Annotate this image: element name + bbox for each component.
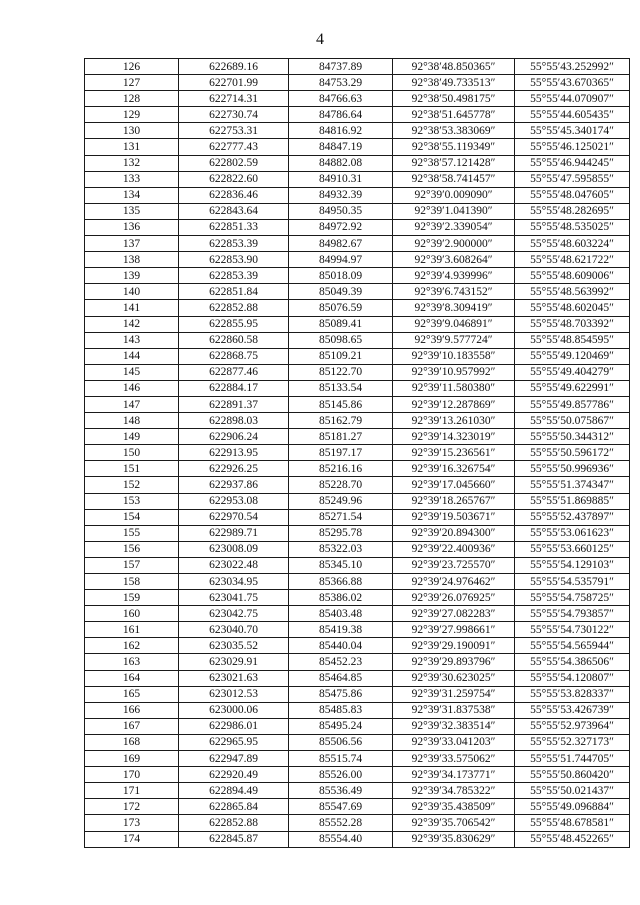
point-number-cell: 135 <box>85 203 179 219</box>
y-coordinate-cell: 85076.59 <box>289 300 393 316</box>
point-number-cell: 126 <box>85 59 179 75</box>
latitude-cell: 55°55′48.609006″ <box>515 268 630 284</box>
x-coordinate-cell: 623021.63 <box>179 670 289 686</box>
latitude-cell: 55°55′54.129103″ <box>515 557 630 573</box>
point-number-cell: 159 <box>85 590 179 606</box>
point-number-cell: 155 <box>85 525 179 541</box>
y-coordinate-cell: 85547.69 <box>289 799 393 815</box>
point-number-cell: 167 <box>85 718 179 734</box>
table-row <box>85 396 630 412</box>
table-row <box>85 203 630 219</box>
table-row <box>85 107 630 123</box>
x-coordinate-cell: 622853.39 <box>179 236 289 252</box>
y-coordinate-cell: 85345.10 <box>289 557 393 573</box>
table-row <box>85 718 630 734</box>
latitude-cell: 55°55′48.282695″ <box>515 203 630 219</box>
x-coordinate-cell: 623012.53 <box>179 686 289 702</box>
point-number-cell: 162 <box>85 638 179 654</box>
longitude-cell: 92°38′58.741457″ <box>393 171 515 187</box>
y-coordinate-cell: 85109.21 <box>289 348 393 364</box>
table-row <box>85 171 630 187</box>
x-coordinate-cell: 622851.33 <box>179 219 289 235</box>
x-coordinate-cell: 622877.46 <box>179 364 289 380</box>
x-coordinate-cell: 622701.99 <box>179 75 289 91</box>
y-coordinate-cell: 85197.17 <box>289 445 393 461</box>
point-number-cell: 141 <box>85 300 179 316</box>
y-coordinate-cell: 84982.67 <box>289 236 393 252</box>
table-row <box>85 783 630 799</box>
point-number-cell: 140 <box>85 284 179 300</box>
point-number-cell: 164 <box>85 670 179 686</box>
point-number-cell: 172 <box>85 799 179 815</box>
latitude-cell: 55°55′48.535025″ <box>515 219 630 235</box>
y-coordinate-cell: 84816.92 <box>289 123 393 139</box>
latitude-cell: 55°55′44.070907″ <box>515 91 630 107</box>
latitude-cell: 55°55′54.535791″ <box>515 574 630 590</box>
longitude-cell: 92°39′3.608264″ <box>393 252 515 268</box>
latitude-cell: 55°55′48.603224″ <box>515 236 630 252</box>
latitude-cell: 55°55′49.404279″ <box>515 364 630 380</box>
point-number-cell: 149 <box>85 429 179 445</box>
point-number-cell: 146 <box>85 380 179 396</box>
y-coordinate-cell: 85464.85 <box>289 670 393 686</box>
y-coordinate-cell: 85552.28 <box>289 815 393 831</box>
point-number-cell: 127 <box>85 75 179 91</box>
longitude-cell: 92°39′1.041390″ <box>393 203 515 219</box>
point-number-cell: 169 <box>85 751 179 767</box>
latitude-cell: 55°55′50.996936″ <box>515 461 630 477</box>
point-number-cell: 143 <box>85 332 179 348</box>
latitude-cell: 55°55′53.426739″ <box>515 702 630 718</box>
x-coordinate-cell: 622891.37 <box>179 396 289 412</box>
table-row <box>85 187 630 203</box>
longitude-cell: 92°38′53.383069″ <box>393 123 515 139</box>
point-number-cell: 166 <box>85 702 179 718</box>
latitude-cell: 55°55′54.386506″ <box>515 654 630 670</box>
point-number-cell: 133 <box>85 171 179 187</box>
y-coordinate-cell: 85181.27 <box>289 429 393 445</box>
point-number-cell: 161 <box>85 622 179 638</box>
y-coordinate-cell: 85506.56 <box>289 734 393 750</box>
table-row <box>85 702 630 718</box>
table-row <box>85 493 630 509</box>
point-number-cell: 156 <box>85 541 179 557</box>
x-coordinate-cell: 622953.08 <box>179 493 289 509</box>
longitude-cell: 92°39′24.976462″ <box>393 574 515 590</box>
y-coordinate-cell: 85322.03 <box>289 541 393 557</box>
longitude-cell: 92°39′26.076925″ <box>393 590 515 606</box>
latitude-cell: 55°55′45.340174″ <box>515 123 630 139</box>
table-row <box>85 590 630 606</box>
longitude-cell: 92°39′4.939996″ <box>393 268 515 284</box>
longitude-cell: 92°39′18.265767″ <box>393 493 515 509</box>
longitude-cell: 92°38′50.498175″ <box>393 91 515 107</box>
point-number-cell: 138 <box>85 252 179 268</box>
x-coordinate-cell: 622853.39 <box>179 268 289 284</box>
x-coordinate-cell: 622730.74 <box>179 107 289 123</box>
x-coordinate-cell: 622947.89 <box>179 751 289 767</box>
x-coordinate-cell: 622926.25 <box>179 461 289 477</box>
table-row <box>85 284 630 300</box>
table-row <box>85 525 630 541</box>
y-coordinate-cell: 84932.39 <box>289 187 393 203</box>
point-number-cell: 132 <box>85 155 179 171</box>
point-number-cell: 168 <box>85 734 179 750</box>
longitude-cell: 92°39′6.743152″ <box>393 284 515 300</box>
longitude-cell: 92°39′30.623025″ <box>393 670 515 686</box>
point-number-cell: 145 <box>85 364 179 380</box>
point-number-cell: 152 <box>85 477 179 493</box>
x-coordinate-cell: 622898.03 <box>179 413 289 429</box>
y-coordinate-cell: 85162.79 <box>289 413 393 429</box>
latitude-cell: 55°55′52.327173″ <box>515 734 630 750</box>
y-coordinate-cell: 85526.00 <box>289 767 393 783</box>
longitude-cell: 92°38′57.121428″ <box>393 155 515 171</box>
longitude-cell: 92°39′10.183558″ <box>393 348 515 364</box>
y-coordinate-cell: 85122.70 <box>289 364 393 380</box>
y-coordinate-cell: 85419.38 <box>289 622 393 638</box>
longitude-cell: 92°39′29.893796″ <box>393 654 515 670</box>
point-number-cell: 139 <box>85 268 179 284</box>
longitude-cell: 92°38′48.850365″ <box>393 59 515 75</box>
point-number-cell: 153 <box>85 493 179 509</box>
y-coordinate-cell: 85515.74 <box>289 751 393 767</box>
latitude-cell: 55°55′46.944245″ <box>515 155 630 171</box>
table-row <box>85 509 630 525</box>
longitude-cell: 92°39′15.236561″ <box>393 445 515 461</box>
x-coordinate-cell: 622855.95 <box>179 316 289 332</box>
point-number-cell: 134 <box>85 187 179 203</box>
x-coordinate-cell: 622920.49 <box>179 767 289 783</box>
table-row <box>85 670 630 686</box>
latitude-cell: 55°55′50.344312″ <box>515 429 630 445</box>
point-number-cell: 128 <box>85 91 179 107</box>
latitude-cell: 55°55′50.021437″ <box>515 783 630 799</box>
point-number-cell: 150 <box>85 445 179 461</box>
point-number-cell: 142 <box>85 316 179 332</box>
table-row <box>85 91 630 107</box>
y-coordinate-cell: 85536.49 <box>289 783 393 799</box>
x-coordinate-cell: 622884.17 <box>179 380 289 396</box>
longitude-cell: 92°39′34.785322″ <box>393 783 515 799</box>
table-row <box>85 477 630 493</box>
longitude-cell: 92°38′51.645778″ <box>393 107 515 123</box>
longitude-cell: 92°39′13.261030″ <box>393 413 515 429</box>
latitude-cell: 55°55′48.854595″ <box>515 332 630 348</box>
longitude-cell: 92°39′16.326754″ <box>393 461 515 477</box>
point-number-cell: 129 <box>85 107 179 123</box>
longitude-cell: 92°39′35.438509″ <box>393 799 515 815</box>
x-coordinate-cell: 622865.84 <box>179 799 289 815</box>
table-row <box>85 123 630 139</box>
table-row <box>85 348 630 364</box>
latitude-cell: 55°55′48.047605″ <box>515 187 630 203</box>
point-number-cell: 163 <box>85 654 179 670</box>
longitude-cell: 92°39′33.575062″ <box>393 751 515 767</box>
longitude-cell: 92°39′34.173771″ <box>393 767 515 783</box>
table-row <box>85 574 630 590</box>
x-coordinate-cell: 622843.64 <box>179 203 289 219</box>
table-row <box>85 252 630 268</box>
table-row <box>85 799 630 815</box>
x-coordinate-cell: 623029.91 <box>179 654 289 670</box>
table-row <box>85 445 630 461</box>
table-row <box>85 364 630 380</box>
x-coordinate-cell: 622836.46 <box>179 187 289 203</box>
table-row <box>85 751 630 767</box>
y-coordinate-cell: 85366.88 <box>289 574 393 590</box>
point-number-cell: 171 <box>85 783 179 799</box>
longitude-cell: 92°39′9.577724″ <box>393 332 515 348</box>
y-coordinate-cell: 84766.63 <box>289 91 393 107</box>
point-number-cell: 147 <box>85 396 179 412</box>
x-coordinate-cell: 622753.31 <box>179 123 289 139</box>
latitude-cell: 55°55′50.075867″ <box>515 413 630 429</box>
table-row <box>85 767 630 783</box>
latitude-cell: 55°55′49.120469″ <box>515 348 630 364</box>
x-coordinate-cell: 623042.75 <box>179 606 289 622</box>
y-coordinate-cell: 85452.23 <box>289 654 393 670</box>
table-row <box>85 300 630 316</box>
y-coordinate-cell: 85271.54 <box>289 509 393 525</box>
x-coordinate-cell: 622989.71 <box>179 525 289 541</box>
table-row <box>85 316 630 332</box>
x-coordinate-cell: 622822.60 <box>179 171 289 187</box>
table-row <box>85 461 630 477</box>
latitude-cell: 55°55′52.973964″ <box>515 718 630 734</box>
x-coordinate-cell: 622868.75 <box>179 348 289 364</box>
y-coordinate-cell: 84737.89 <box>289 59 393 75</box>
latitude-cell: 55°55′48.602045″ <box>515 300 630 316</box>
y-coordinate-cell: 85228.70 <box>289 477 393 493</box>
point-number-cell: 131 <box>85 139 179 155</box>
point-number-cell: 160 <box>85 606 179 622</box>
table-row <box>85 59 630 75</box>
latitude-cell: 55°55′46.125021″ <box>515 139 630 155</box>
point-number-cell: 144 <box>85 348 179 364</box>
y-coordinate-cell: 85440.04 <box>289 638 393 654</box>
table-row <box>85 429 630 445</box>
table-row <box>85 815 630 831</box>
longitude-cell: 92°39′32.383514″ <box>393 718 515 734</box>
table-row <box>85 831 630 847</box>
x-coordinate-cell: 622965.95 <box>179 734 289 750</box>
y-coordinate-cell: 84753.29 <box>289 75 393 91</box>
table-row <box>85 155 630 171</box>
longitude-cell: 92°39′23.725570″ <box>393 557 515 573</box>
x-coordinate-cell: 623040.70 <box>179 622 289 638</box>
latitude-cell: 55°55′48.703392″ <box>515 316 630 332</box>
table-row <box>85 332 630 348</box>
x-coordinate-cell: 622853.90 <box>179 252 289 268</box>
latitude-cell: 55°55′53.061623″ <box>515 525 630 541</box>
y-coordinate-cell: 85554.40 <box>289 831 393 847</box>
point-number-cell: 165 <box>85 686 179 702</box>
x-coordinate-cell: 622860.58 <box>179 332 289 348</box>
latitude-cell: 55°55′52.437897″ <box>515 509 630 525</box>
point-number-cell: 136 <box>85 219 179 235</box>
table-row <box>85 686 630 702</box>
x-coordinate-cell: 622852.88 <box>179 815 289 831</box>
point-number-cell: 174 <box>85 831 179 847</box>
x-coordinate-cell: 622845.87 <box>179 831 289 847</box>
y-coordinate-cell: 84910.31 <box>289 171 393 187</box>
latitude-cell: 55°55′49.857786″ <box>515 396 630 412</box>
table-row <box>85 75 630 91</box>
table-row <box>85 734 630 750</box>
point-number-cell: 158 <box>85 574 179 590</box>
y-coordinate-cell: 85018.09 <box>289 268 393 284</box>
point-number-cell: 130 <box>85 123 179 139</box>
latitude-cell: 55°55′49.622991″ <box>515 380 630 396</box>
longitude-cell: 92°38′49.733513″ <box>393 75 515 91</box>
table-row <box>85 654 630 670</box>
longitude-cell: 92°39′31.259754″ <box>393 686 515 702</box>
x-coordinate-cell: 622777.43 <box>179 139 289 155</box>
table-row <box>85 541 630 557</box>
latitude-cell: 55°55′47.595855″ <box>515 171 630 187</box>
latitude-cell: 55°55′51.374347″ <box>515 477 630 493</box>
latitude-cell: 55°55′54.730122″ <box>515 622 630 638</box>
latitude-cell: 55°55′44.605435″ <box>515 107 630 123</box>
longitude-cell: 92°39′19.503671″ <box>393 509 515 525</box>
y-coordinate-cell: 85475.86 <box>289 686 393 702</box>
x-coordinate-cell: 622714.31 <box>179 91 289 107</box>
x-coordinate-cell: 622851.84 <box>179 284 289 300</box>
y-coordinate-cell: 84994.97 <box>289 252 393 268</box>
table-row <box>85 268 630 284</box>
table-row <box>85 557 630 573</box>
longitude-cell: 92°38′55.119349″ <box>393 139 515 155</box>
latitude-cell: 55°55′48.563992″ <box>515 284 630 300</box>
latitude-cell: 55°55′54.758725″ <box>515 590 630 606</box>
y-coordinate-cell: 85133.54 <box>289 380 393 396</box>
latitude-cell: 55°55′43.670365″ <box>515 75 630 91</box>
longitude-cell: 92°39′11.580380″ <box>393 380 515 396</box>
coordinates-table-body <box>85 59 630 848</box>
y-coordinate-cell: 84847.19 <box>289 139 393 155</box>
x-coordinate-cell: 622937.86 <box>179 477 289 493</box>
y-coordinate-cell: 84972.92 <box>289 219 393 235</box>
latitude-cell: 55°55′53.828337″ <box>515 686 630 702</box>
latitude-cell: 55°55′50.596172″ <box>515 445 630 461</box>
table-row <box>85 622 630 638</box>
table-row <box>85 219 630 235</box>
x-coordinate-cell: 622802.59 <box>179 155 289 171</box>
longitude-cell: 92°39′10.957992″ <box>393 364 515 380</box>
y-coordinate-cell: 85089.41 <box>289 316 393 332</box>
longitude-cell: 92°39′12.287869″ <box>393 396 515 412</box>
x-coordinate-cell: 622913.95 <box>179 445 289 461</box>
x-coordinate-cell: 623035.52 <box>179 638 289 654</box>
longitude-cell: 92°39′29.190091″ <box>393 638 515 654</box>
longitude-cell: 92°39′0.009090″ <box>393 187 515 203</box>
table-row <box>85 413 630 429</box>
point-number-cell: 148 <box>85 413 179 429</box>
x-coordinate-cell: 622986.01 <box>179 718 289 734</box>
coordinates-table <box>84 58 630 848</box>
page-number: 4 <box>316 31 324 48</box>
longitude-cell: 92°39′2.339054″ <box>393 219 515 235</box>
point-number-cell: 173 <box>85 815 179 831</box>
x-coordinate-cell: 622689.16 <box>179 59 289 75</box>
x-coordinate-cell: 622906.24 <box>179 429 289 445</box>
latitude-cell: 55°55′53.660125″ <box>515 541 630 557</box>
table-row <box>85 139 630 155</box>
table-row <box>85 380 630 396</box>
point-number-cell: 137 <box>85 236 179 252</box>
latitude-cell: 55°55′43.252992″ <box>515 59 630 75</box>
x-coordinate-cell: 622852.88 <box>179 300 289 316</box>
latitude-cell: 55°55′54.120807″ <box>515 670 630 686</box>
y-coordinate-cell: 85495.24 <box>289 718 393 734</box>
y-coordinate-cell: 85216.16 <box>289 461 393 477</box>
y-coordinate-cell: 85145.86 <box>289 396 393 412</box>
point-number-cell: 170 <box>85 767 179 783</box>
y-coordinate-cell: 85485.83 <box>289 702 393 718</box>
latitude-cell: 55°55′54.793857″ <box>515 606 630 622</box>
x-coordinate-cell: 622894.49 <box>179 783 289 799</box>
y-coordinate-cell: 85249.96 <box>289 493 393 509</box>
y-coordinate-cell: 85403.48 <box>289 606 393 622</box>
table-row <box>85 606 630 622</box>
x-coordinate-cell: 623000.06 <box>179 702 289 718</box>
longitude-cell: 92°39′20.894300″ <box>393 525 515 541</box>
latitude-cell: 55°55′50.860420″ <box>515 767 630 783</box>
longitude-cell: 92°39′14.323019″ <box>393 429 515 445</box>
x-coordinate-cell: 623041.75 <box>179 590 289 606</box>
longitude-cell: 92°39′35.830629″ <box>393 831 515 847</box>
y-coordinate-cell: 85295.78 <box>289 525 393 541</box>
y-coordinate-cell: 84950.35 <box>289 203 393 219</box>
latitude-cell: 55°55′48.452265″ <box>515 831 630 847</box>
latitude-cell: 55°55′51.744705″ <box>515 751 630 767</box>
latitude-cell: 55°55′51.869885″ <box>515 493 630 509</box>
longitude-cell: 92°39′9.046891″ <box>393 316 515 332</box>
latitude-cell: 55°55′54.565944″ <box>515 638 630 654</box>
table-row <box>85 638 630 654</box>
x-coordinate-cell: 623022.48 <box>179 557 289 573</box>
longitude-cell: 92°39′22.400936″ <box>393 541 515 557</box>
point-number-cell: 151 <box>85 461 179 477</box>
table-row <box>85 236 630 252</box>
longitude-cell: 92°39′8.309419″ <box>393 300 515 316</box>
longitude-cell: 92°39′17.045660″ <box>393 477 515 493</box>
latitude-cell: 55°55′48.678581″ <box>515 815 630 831</box>
latitude-cell: 55°55′48.621722″ <box>515 252 630 268</box>
y-coordinate-cell: 84786.64 <box>289 107 393 123</box>
x-coordinate-cell: 623034.95 <box>179 574 289 590</box>
longitude-cell: 92°39′27.998661″ <box>393 622 515 638</box>
y-coordinate-cell: 85049.39 <box>289 284 393 300</box>
x-coordinate-cell: 622970.54 <box>179 509 289 525</box>
y-coordinate-cell: 85098.65 <box>289 332 393 348</box>
y-coordinate-cell: 84882.08 <box>289 155 393 171</box>
y-coordinate-cell: 85386.02 <box>289 590 393 606</box>
longitude-cell: 92°39′27.082283″ <box>393 606 515 622</box>
longitude-cell: 92°39′33.041203″ <box>393 734 515 750</box>
latitude-cell: 55°55′49.096884″ <box>515 799 630 815</box>
x-coordinate-cell: 623008.09 <box>179 541 289 557</box>
longitude-cell: 92°39′2.900000″ <box>393 236 515 252</box>
longitude-cell: 92°39′31.837538″ <box>393 702 515 718</box>
longitude-cell: 92°39′35.706542″ <box>393 815 515 831</box>
point-number-cell: 154 <box>85 509 179 525</box>
point-number-cell: 157 <box>85 557 179 573</box>
